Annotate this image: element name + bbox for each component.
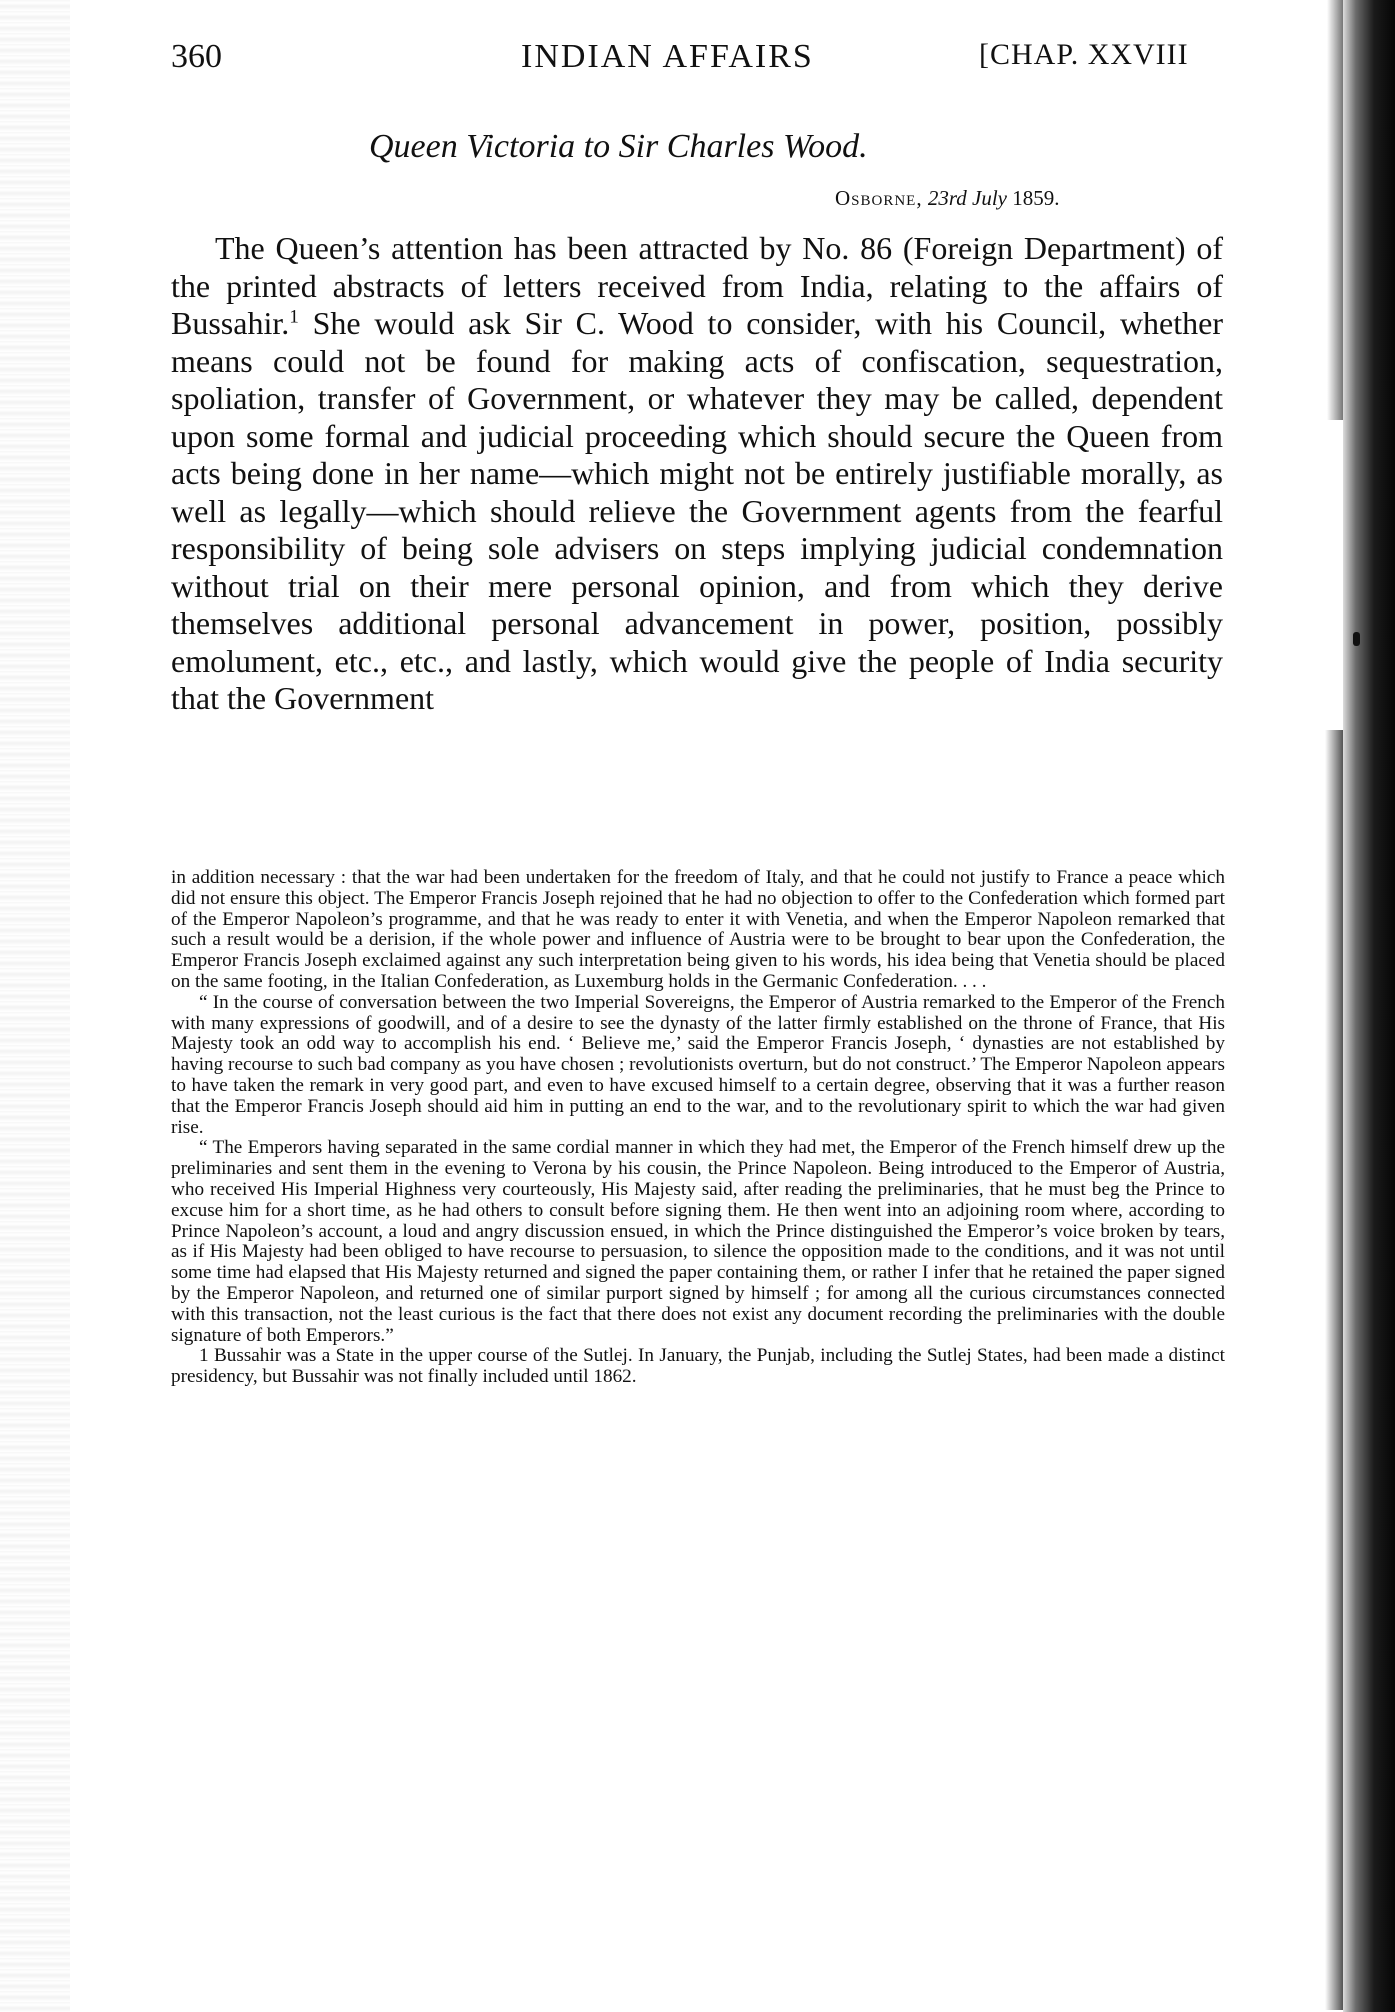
dateline-place: Osborne,	[835, 186, 923, 210]
footnote-paragraph-2: “ In the course of conversation between the two Imperial Sovereigns, the Emperor of Austria remarked to the Emperor of the French with many expressions of goodwill, and of a desire to see the dynasty of the latter firmly established on the throne of France, that His Majesty took an odd way to accomplish his end. ‘ Believe me,’ said the Emperor Francis Joseph, ‘ dynasties are not established by having recourse to such bad company as you have chosen ; revolutionists overturn, but do not construct.’ The Emperor Napoleon appears to have taken the remark in very good part, and even to have excused himself to a certain degree, observing that it was a further reason that the Emperor Francis Joseph should aid him in putting an end to the war, and to the revolutionary spirit to which the war had given rise.	[171, 991, 1225, 1138]
footnote-1-text: Bussahir was a State in the upper course of the Sutlej. In January, the Punjab, including the Sutlej States, had been made a distinct presidency, but Bussahir was not finally included until 1862.	[171, 1345, 1225, 1388]
footnote-reference: 1	[289, 306, 299, 328]
letter-heading: Queen Victoria to Sir Charles Wood.	[369, 128, 868, 165]
scan-left-edge	[0, 0, 70, 2012]
dateline-year: 1859.	[1012, 186, 1060, 210]
letter-body-part-2: She would ask Sir C. Wood to consider, with his Council, whether means could not be found for making acts of confiscation, sequestration, spoliation, transfer of Government, or whatever they may be called, dependent upon some formal and judicial proceeding which should secure the Queen from acts being done in her name—which might not be entirely justifiable morally, as well as legally—which should relieve the Government agents from the fearful responsibility of being sole advisers on steps implying judicial condemnation without trial on their mere personal opinion, and from which they derive themselves additional personal advancement in power, position, possibly emolument, etc., etc., and lastly, which would give the people of India security that the Government	[171, 305, 1223, 716]
footnote-paragraph-3: “ The Emperors having separated in the same cordial manner in which they had met, the Emperor of the French himself drew up the preliminaries and sent them in the evening to Verona by his cousin, the Prince Napoleon. Being introduced to the Emperor of Austria, who received His Imperial Highness very courteously, His Majesty said, after reading the preliminaries, that he must beg the Prince to excuse him for a short time, as he had others to consult before signing them. He then went into an adjoining room where, according to Prince Napoleon’s account, a loud and angry discussion ensued, in which the Prince distinguished the Emperor’s voice broken by tears, as if His Majesty had been obliged to have recourse to persuasion, to silence the opposition made to the conditions, and it was not until some time had elapsed that His Majesty returned and signed the paper containing them, or rather I infer that he retained the paper signed by the Emperor Napoleon, and returned one of similar purport signed by himself ; for among all the curious circumstances connected with this transaction, not the least curious is the fact that there does not exist any document recording the preliminaries with the double signature of both Emperors.”	[171, 1137, 1225, 1346]
footnote-1-marker: 1	[199, 1345, 209, 1367]
page-number: 360	[171, 38, 222, 75]
footnotes	[171, 868, 1225, 1388]
scan-right-shadow-top	[1327, 0, 1343, 420]
dateline-day: 23rd	[927, 186, 967, 210]
letter-body-part-1: The Queen’s attention has been attracted by No. 86 (Foreign Department) of the printed abstracts of letters received from India, relating to the affairs of Bussahir.	[171, 230, 1223, 341]
chapter-reference: [CHAP. XXVIII	[979, 38, 1189, 71]
footnote-1	[171, 1346, 1225, 1388]
dateline-month: July	[972, 186, 1007, 210]
scan-right-edge	[1343, 0, 1395, 2012]
footnote-paragraph-1: in addition necessary : that the war had been undertaken for the freedom of Italy, and that he could not justify to France a peace which did not ensure this object. The Emperor Francis Joseph rejoined that he had no objection to offer to the Confederation which formed part of the Emperor Napoleon’s programme, and that he was ready to enter it with Venetia, and when the Emperor Napoleon remarked that such a result would be a derision, if the whole power and influence of Austria were to be brought to bear upon the Confederation, the Emperor Francis Joseph exclaimed against any such interpretation being given to his words, his idea being that Venetia should be placed on the same footing, in the Italian Confederation, as Luxemburg holds in the Germanic Confederation. . . .	[171, 867, 1225, 992]
scan-right-shadow-mid	[1325, 730, 1343, 2010]
running-title: INDIAN AFFAIRS	[521, 38, 814, 75]
letter-dateline	[835, 186, 1060, 211]
page-header	[171, 38, 1231, 88]
scan-mark	[1353, 632, 1360, 646]
letter-body	[171, 230, 1223, 718]
